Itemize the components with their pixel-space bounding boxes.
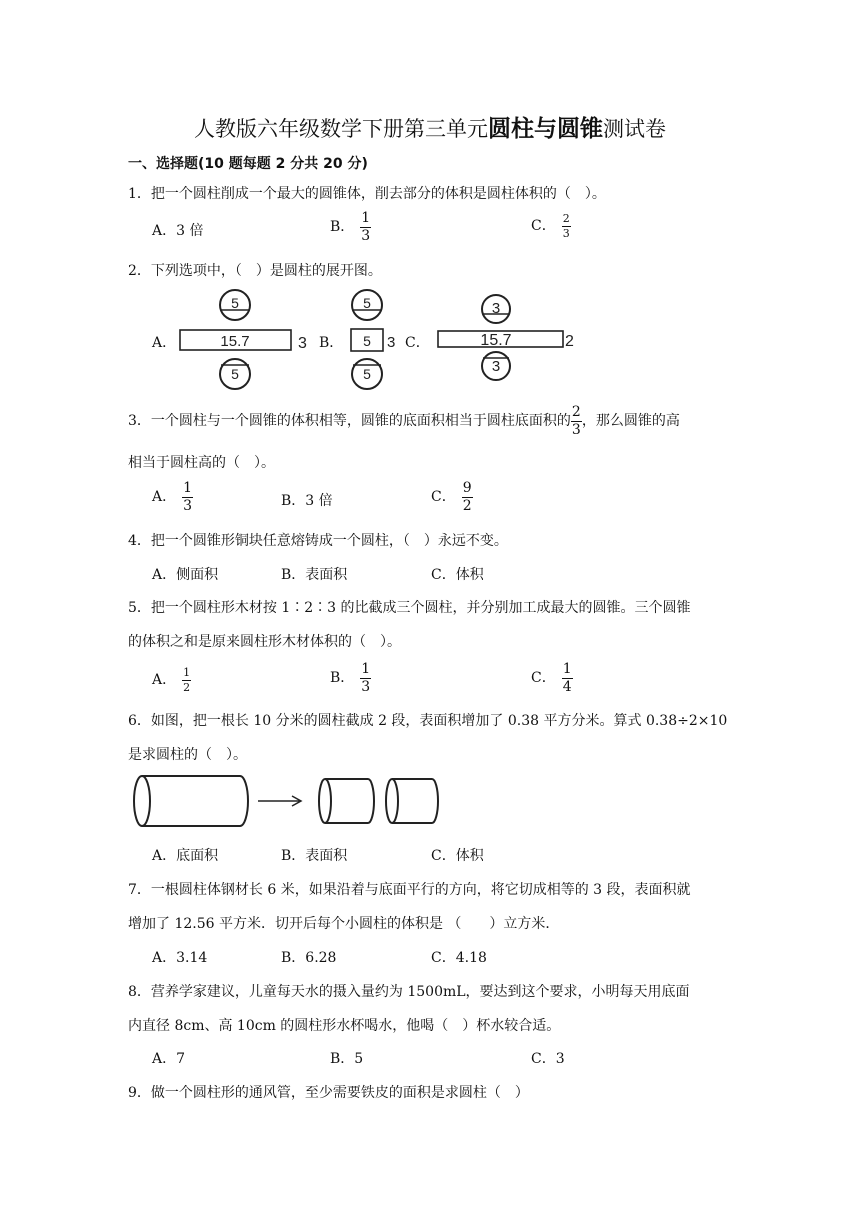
question-3-stem-line2: 相当于圆柱高的（ ）。 — [128, 455, 275, 471]
fraction-denominator: 3 — [562, 226, 570, 240]
q5-option-a-label: A． — [152, 672, 177, 689]
fraction-denominator: 4 — [562, 678, 572, 695]
fraction-denominator: 2 — [462, 497, 472, 514]
q1-option-b-fraction — [360, 211, 371, 243]
fig-a-rect-label: 15.7 — [220, 333, 250, 350]
q3-option-a — [152, 481, 193, 513]
title-suffix: 测试卷 — [603, 117, 666, 141]
q3-option-b: B．3 倍 — [281, 493, 333, 509]
fig-b-rect-label: 5 — [363, 333, 371, 349]
q5-option-c-label: C． — [531, 670, 556, 687]
fraction-numerator: 1 — [183, 480, 193, 496]
q1-option-c — [531, 213, 571, 239]
fraction-numerator: 1 — [361, 661, 371, 677]
q6-option-a: A．底面积 — [152, 848, 219, 864]
fig-a-side-label: 3 — [298, 335, 307, 352]
question-4-stem: 4．把一个圆锥形铜块任意熔铸成一个圆柱，（ ）永远不变。 — [128, 533, 508, 549]
fig-b-top-label: 5 — [363, 295, 371, 311]
q6-option-b: B．表面积 — [281, 848, 348, 864]
fraction-denominator: 3 — [571, 421, 581, 438]
fig-a-top-label: 5 — [231, 295, 239, 311]
q4-option-a: A．侧面积 — [152, 567, 219, 583]
cylinder-net-figure-c — [435, 292, 585, 386]
q5-option-b — [330, 662, 371, 694]
q7-option-c: C．4.18 — [431, 950, 487, 966]
cylinder-net-figure-a — [178, 288, 318, 392]
fraction-denominator: 2 — [183, 680, 191, 694]
fraction-numerator: 1 — [361, 210, 371, 226]
question-7-stem-line2: 增加了 12.56 平方米．切开后每个小圆柱的体积是 （ ）立方米． — [128, 916, 560, 932]
fig-c-bottom-label: 3 — [491, 358, 501, 375]
q1-option-c-fraction — [562, 213, 571, 239]
q3-stem-fraction — [571, 405, 582, 437]
q3-option-c — [431, 481, 473, 513]
q7-option-b: B．6.28 — [281, 950, 337, 966]
fig-b-side-label: 3 — [387, 334, 396, 351]
fig-b-bottom-label: 5 — [363, 366, 371, 382]
q4-option-c: C．体积 — [431, 567, 484, 583]
q8-option-c: C．3 — [531, 1051, 565, 1067]
fraction-numerator: 2 — [562, 212, 570, 225]
section-heading: 一、选择题(10 题每题 2 分共 20 分) — [128, 156, 368, 172]
question-6-stem-line2: 是求圆柱的（ ）。 — [128, 747, 247, 763]
cylinder-net-figure-b — [345, 288, 405, 392]
question-7-stem-line1: 7．一根圆柱体钢材长 6 米，如果沿着与底面平行的方向，将它切成相等的 3 段，表面积就 — [128, 882, 691, 898]
q5-option-a — [152, 667, 191, 693]
fraction-denominator: 3 — [183, 497, 193, 514]
q5-option-c — [531, 662, 573, 694]
question-5-stem-line2: 的体积之和是原来圆柱形木材体积的（ ）。 — [128, 634, 401, 650]
q6-option-c: C．体积 — [431, 848, 484, 864]
fig-c-side-label: 2 — [565, 333, 574, 350]
fig-c-top-label: 3 — [491, 300, 501, 317]
fig-c-rect-label: 15.7 — [480, 332, 512, 349]
q5-option-a-fraction — [182, 667, 191, 693]
title-prefix: 人教版六年级数学下册第三单元 — [194, 117, 488, 141]
title-bold: 圆柱与圆锥 — [488, 116, 603, 142]
fraction-denominator: 3 — [361, 678, 371, 695]
q3-option-a-label: A． — [152, 489, 177, 506]
q1-option-b — [330, 211, 371, 243]
q3-stem-part-b: ，那么圆锥的高 — [581, 413, 680, 430]
fraction-numerator: 1 — [562, 661, 572, 677]
q1-option-a: A．3 倍 — [152, 223, 204, 239]
question-3-stem-line1 — [128, 405, 680, 437]
q7-option-a: A．3.14 — [152, 950, 208, 966]
q1-option-c-label: C． — [531, 218, 556, 235]
fig-a-bottom-label: 5 — [231, 366, 239, 382]
question-1-stem: 1．把一个圆柱削成一个最大的圆锥体，削去部分的体积是圆柱体积的（ ）。 — [128, 186, 606, 202]
fraction-numerator: 9 — [462, 480, 472, 496]
fraction-numerator: 2 — [571, 404, 581, 420]
q8-option-a: A．7 — [152, 1051, 186, 1067]
page-title — [0, 110, 860, 143]
q3-stem-part-a: 3．一个圆柱与一个圆锥的体积相等，圆锥的底面积相当于圆柱底面积的 — [128, 413, 571, 430]
q2-option-b-label: B． — [319, 335, 344, 351]
q5-option-b-fraction — [360, 662, 371, 694]
q2-option-a-label: A． — [152, 335, 177, 351]
q1-option-b-label: B． — [330, 219, 355, 236]
fraction-denominator: 3 — [361, 227, 371, 244]
q3-option-a-fraction — [182, 481, 193, 513]
question-6-stem-line1: 6．如图，把一根长 10 分米的圆柱截成 2 段，表面积增加了 0.38 平方分米。算式 0.38÷2×10 — [128, 713, 728, 729]
fraction-numerator: 1 — [183, 666, 191, 679]
question-5-stem-line1: 5．把一个圆柱形木材按 1∶2∶3 的比截成三个圆柱，并分别加工成最大的圆锥。三个圆锥 — [128, 600, 691, 616]
q3-option-c-label: C． — [431, 489, 456, 506]
q8-option-b: B．5 — [330, 1051, 364, 1067]
cylinder-cut-figure — [130, 772, 445, 830]
q4-option-b: B．表面积 — [281, 567, 348, 583]
question-8-stem-line2: 内直径 8cm、高 10cm 的圆柱形水杯喝水，他喝（ ）杯水较合适。 — [128, 1018, 561, 1034]
question-8-stem-line1: 8．营养学家建议，儿童每天水的摄入量约为 1500mL，要达到这个要求，小明每天用底面 — [128, 984, 690, 1000]
q3-option-c-fraction — [462, 481, 473, 513]
q2-option-c-label: C． — [405, 335, 430, 351]
q5-option-c-fraction — [562, 662, 573, 694]
q5-option-b-label: B． — [330, 670, 355, 687]
question-2-stem: 2．下列选项中，（ ）是圆柱的展开图。 — [128, 263, 382, 279]
question-9-stem: 9．做一个圆柱形的通风管，至少需要铁皮的面积是求圆柱（ ） — [128, 1085, 529, 1101]
